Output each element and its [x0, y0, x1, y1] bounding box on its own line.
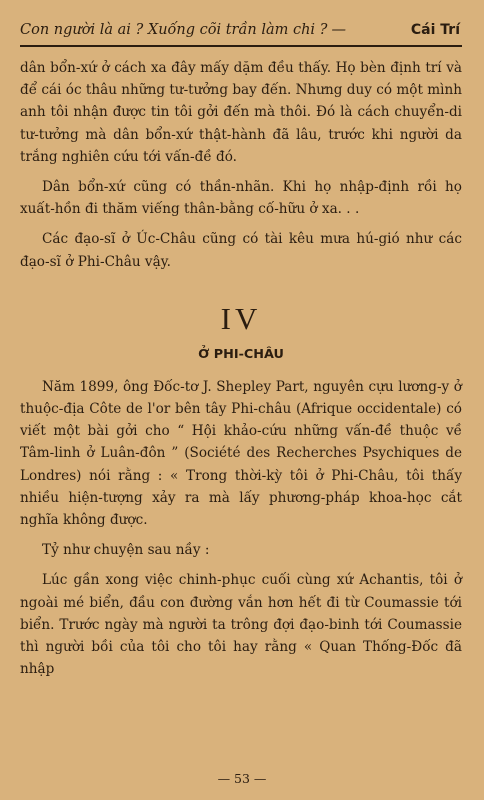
paragraph: Lúc gần xong việc chinh-phục cuối cùng xứ Achantis, tôi ở ngoài mé biển, đầu con đường vắn hơn hết đi từ Coumassie tới biển. Trước ngày mà người ta trông đợi đạo-binh tới Coumassie thì người bồi của tôi cho tôi hay rằng « Quan Thống-Đốc đã nhập	[20, 572, 462, 678]
paragraph-continued: dân bổn-xứ ở cách xa đây mấy dặm đều thấy. Họ bèn định trí và để cái óc thâu những tư-tưởng bay đến. Nhưng duy có một mình anh tôi nhận được tin tôi gởi đến mà thôi. Đó là cách chuyển-di tư-tưởng mà dân bổn-xứ thật-hành đã lâu, trước khi người da trắng nghiên cứu tới vấn-đề đó.	[20, 60, 462, 165]
paragraph: Tỷ như chuyện sau nầy :	[42, 542, 210, 559]
chapter-title: Ở PHI-CHÂU	[198, 346, 284, 362]
page-number: — 53 —	[217, 771, 267, 786]
running-title-wrap	[20, 22, 350, 38]
running-header	[20, 22, 462, 47]
paragraph: Dân bổn-xứ cũng có thần-nhãn. Khi họ nhập-định rồi họ xuất-hồn đi thăm viếng thân-bằng cố-hữu ở xa. . .	[20, 179, 462, 218]
paragraph: Năm 1899, ông Đốc-tơ J. Shepley Part, nguyên cựu lương-y ở thuộc-địa Côte de l'or bên tây Phi-châu (Afrique occidentale) có viết một bài gởi cho “ Hội khảo-cứu những vấn-đề thuộc về Tâm-linh ở Luân-đôn ” (Société des Recherches Psychiques de Londres) nói rằng : « Trong thời-kỳ tôi ở Phi-Châu, tôi thấy nhiều hiện-tượng xảy ra mà lấy phương-pháp khoa-học cắt nghĩa không được.	[20, 378, 462, 529]
header-dash: —	[331, 22, 346, 38]
running-title: Con người là ai ? Xuống cõi trần làm chi ?	[20, 22, 328, 38]
header-author: Cái Trí	[410, 22, 460, 38]
chapter-number: IV	[220, 300, 262, 336]
paragraph: Các đạo-sĩ ở Úc-Châu cũng có tài kêu mưa hú-gió như các đạo-sĩ ở Phi-Châu vậy.	[20, 231, 462, 270]
